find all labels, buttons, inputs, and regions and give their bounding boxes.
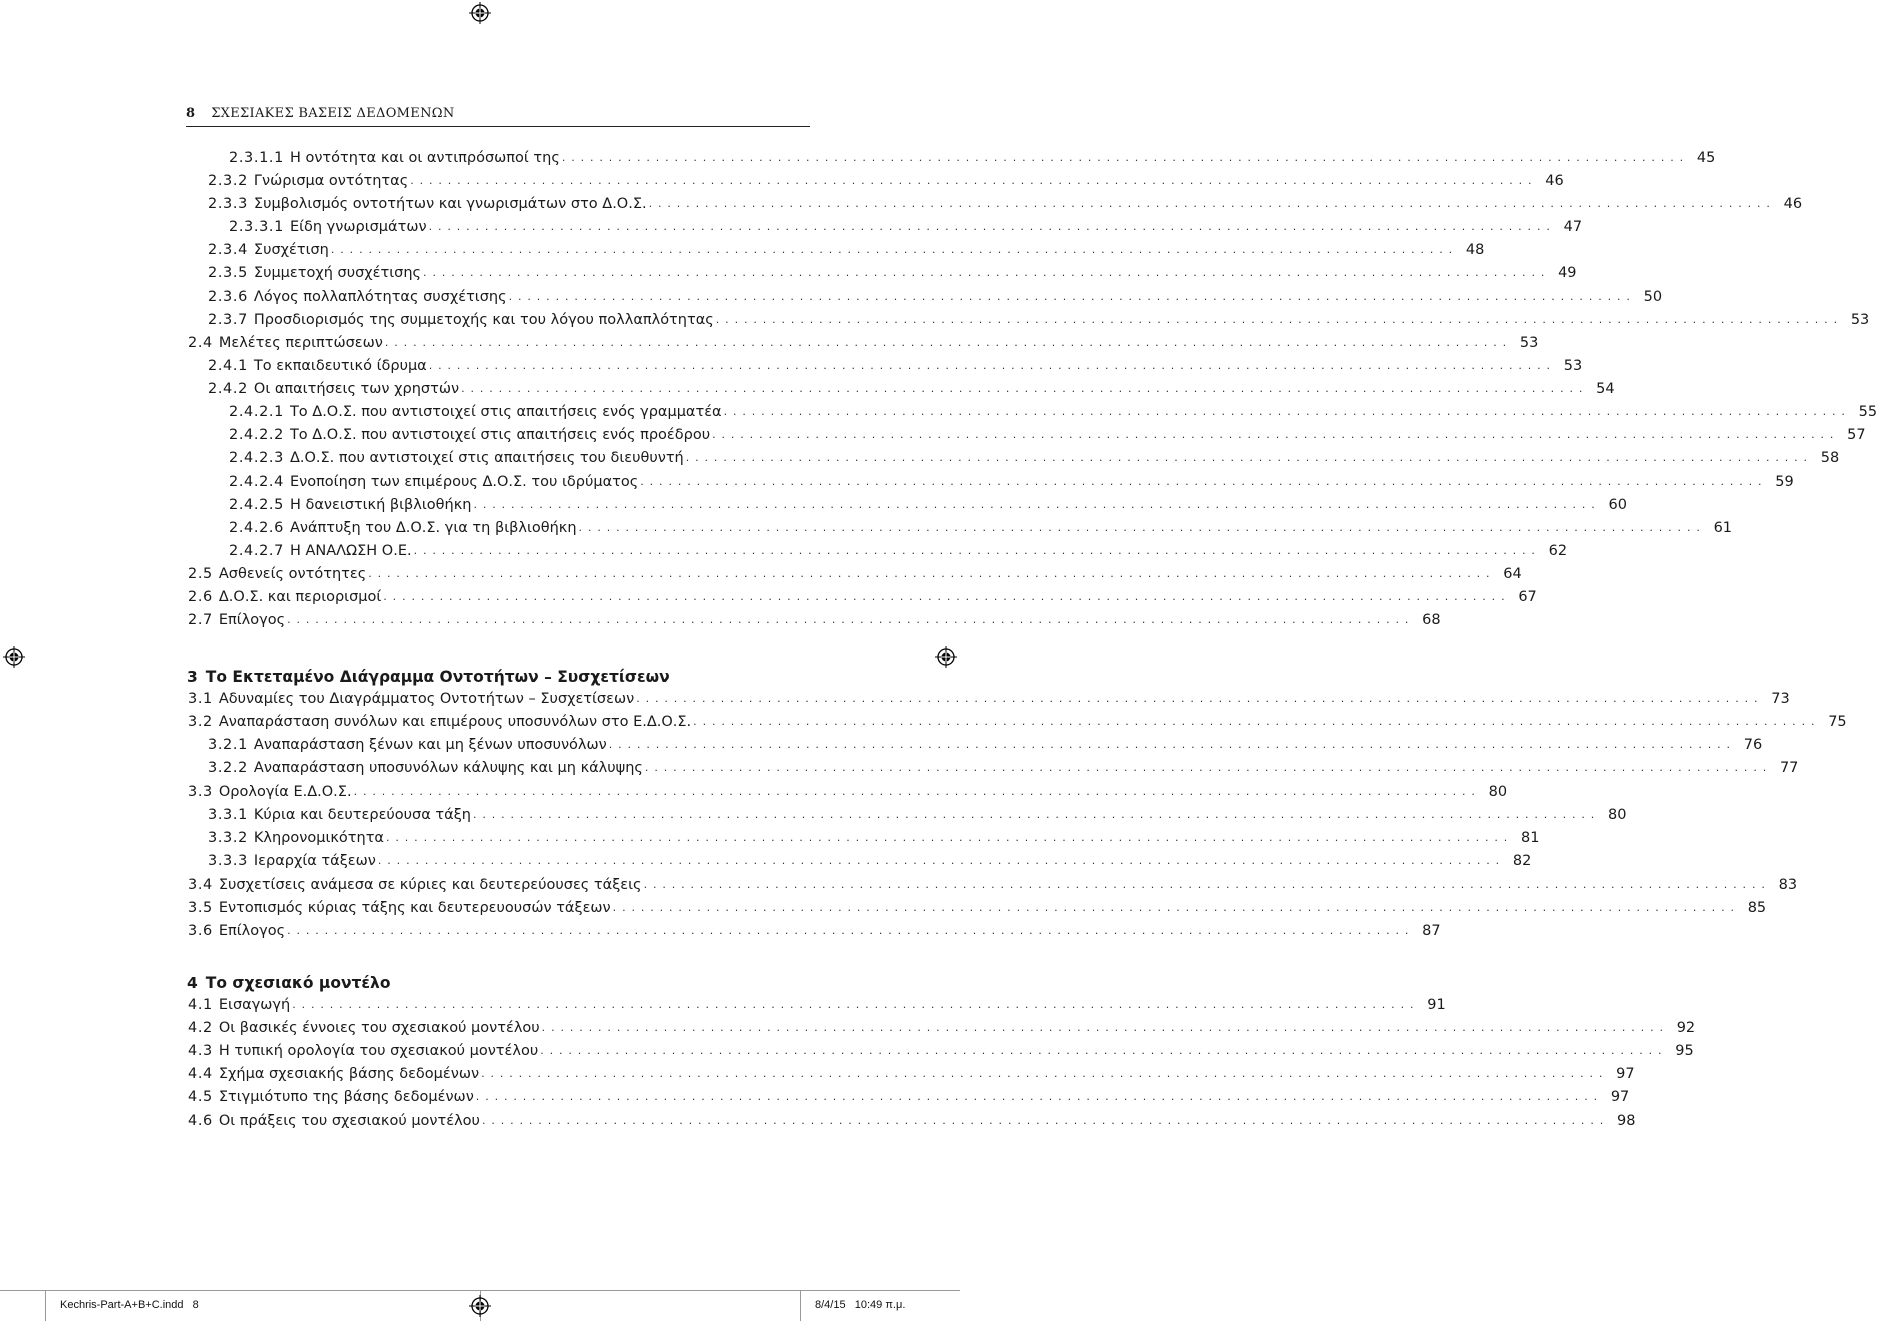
- toc-entry-number: 2.4.2.4: [229, 474, 284, 490]
- toc-entry-number: 3.2: [188, 714, 213, 730]
- toc-entry[interactable]: [208, 239, 1485, 261]
- toc-entry-page: 75: [1828, 714, 1847, 730]
- dot-leader: . . . . . . . . . . . . . . . . . . . . . . . . . . . . . . . . . . . . . . . . . . . . . . . . . . . . . . . . . . . . . . . . . . . . . . . . . . . . . . . . . . . . . . . . . . . . . . . . . . . . . . . . . . . . . . . . . . . . . . . .: [481, 1114, 1605, 1127]
- toc-entry-title: Το Δ.Ο.Σ. που αντιστοιχεί στις απαιτήσεις ενός προέδρου: [289, 427, 711, 443]
- toc-entry-number: 2.4.1: [208, 358, 248, 374]
- toc-entry[interactable]: [188, 332, 1539, 354]
- toc-entry-page: 95: [1675, 1043, 1694, 1059]
- toc-entry[interactable]: [188, 1040, 1694, 1062]
- toc-entry-title: Λόγος πολλαπλότητας συσχέτισης: [253, 289, 507, 305]
- toc-entry-number: 2.4.2.6: [229, 520, 284, 536]
- dot-leader: . . . . . . . . . . . . . . . . . . . . . . . . . . . . . . . . . . . . . . . . . . . . . . . . . . . . . . . . . . . . . . . . . . . . . . . . . . . . . . . . . . . . . . . . . . . . . . . . . . . . . . . . . . . . . . . . . . . . . . . .: [712, 428, 1835, 441]
- toc-entry-number: 2.3.2: [208, 173, 248, 189]
- toc-entry-page: 68: [1422, 612, 1441, 628]
- toc-entry-title: Η ΑΝΑΛΩΣΗ Ο.Ε.: [289, 543, 412, 559]
- toc-entry-number: 3.5: [188, 900, 213, 916]
- toc-entry-page: 73: [1771, 691, 1790, 707]
- toc-entry[interactable]: [208, 355, 1583, 377]
- dot-leader: . . . . . . . . . . . . . . . . . . . . . . . . . . . . . . . . . . . . . . . . . . . . . . . . . . . . . . . . . . . . . . . . . . . . . . . . . . . . . . . . . . . . . . . . . . . . . . . . . . . . . . . . . . . . . . . . . . . . . . . .: [541, 1021, 1665, 1034]
- toc-entry-title: Αναπαράσταση συνόλων και επιμέρους υποσυνόλων στο Ε.Δ.Ο.Σ.: [218, 714, 692, 730]
- toc-entry[interactable]: [188, 586, 1537, 608]
- dot-leader: . . . . . . . . . . . . . . . . . . . . . . . . . . . . . . . . . . . . . . . . . . . . . . . . . . . . . . . . . . . . . . . . . . . . . . . . . . . . . . . . . . . . . . . . . . . . . . . . . . . . . . . . . . . . . . . . . . . . . . . .: [287, 613, 1410, 626]
- toc-entry-page: 50: [1643, 289, 1663, 305]
- toc-entry-title: Η τυπική ορολογία του σχεσιακού μοντέλου: [218, 1043, 539, 1059]
- toc-entry-title: Γνώρισμα οντότητας: [253, 173, 409, 189]
- toc-entry[interactable]: [229, 494, 1627, 516]
- dot-leader: . . . . . . . . . . . . . . . . . . . . . . . . . . . . . . . . . . . . . . . . . . . . . . . . . . . . . . . . . . . . . . . . . . . . . . . . . . . . . . . . . . . . . . . . . . . . . . . . . . . . . . . . . . . . . . . . . . . . . . . .: [472, 808, 1596, 821]
- toc-entry-page: 80: [1488, 784, 1508, 800]
- dot-leader: . . . . . . . . . . . . . . . . . . . . . . . . . . . . . . . . . . . . . . . . . . . . . . . . . . . . . . . . . . . . . . . . . . . . . . . . . . . . . . . . . . . . . . . . . . . . . . . . . . . . . . . . . . . . . . . . . . . . . . . .: [330, 243, 1454, 256]
- toc-entry[interactable]: [188, 609, 1441, 631]
- toc-entry-number: 3.3.2: [208, 830, 248, 846]
- toc-entry-number: 4.3: [188, 1043, 213, 1059]
- dot-leader: . . . . . . . . . . . . . . . . . . . . . . . . . . . . . . . . . . . . . . . . . . . . . . . . . . . . . . . . . . . . . . . . . . . . . . . . . . . . . . . . . . . . . . . . . . . . . . . . . . . . . . . . . . . . . . . . . . . . . . . .: [428, 220, 1552, 233]
- toc-entry-number: 4.2: [188, 1020, 213, 1036]
- toc-entry-page: 53: [1519, 335, 1539, 351]
- toc-entry-number: 2.4.2.5: [229, 497, 284, 513]
- toc-entry-number: 2.4: [188, 335, 213, 351]
- dot-leader: . . . . . . . . . . . . . . . . . . . . . . . . . . . . . . . . . . . . . . . . . . . . . . . . . . . . . . . . . . . . . . . . . . . . . . . . . . . . . . . . . . . . . . . . . . . . . . . . . . . . . . . . . . . . . . . . . . . . . . . .: [386, 831, 1509, 844]
- toc-entry-title: Οι απαιτήσεις των χρηστών: [253, 381, 460, 397]
- toc-entry-page: 45: [1696, 150, 1716, 166]
- toc-entry-title: Το Δ.Ο.Σ. που αντιστοιχεί στις απαιτήσεις ενός γραμματέα: [289, 404, 722, 420]
- toc-entry[interactable]: [188, 1086, 1630, 1108]
- toc-entry-number: 3.3: [188, 784, 213, 800]
- toc-entry-number: 2.3.5: [208, 265, 248, 281]
- toc-entry-page: 83: [1778, 877, 1798, 893]
- toc-entry-title: Μελέτες περιπτώσεων: [218, 335, 383, 351]
- toc-entry-number: 2.4.2.3: [229, 450, 284, 466]
- toc-entry[interactable]: [188, 563, 1522, 585]
- dot-leader: . . . . . . . . . . . . . . . . . . . . . . . . . . . . . . . . . . . . . . . . . . . . . . . . . . . . . . . . . . . . . . . . . . . . . . . . . . . . . . . . . . . . . . . . . . . . . . . . . . . . . . . . . . . . . . . . . . . . . . . .: [461, 382, 1584, 395]
- toc-entry-number: 2.7: [188, 612, 213, 628]
- toc-entry-number: 2.3.6: [208, 289, 248, 305]
- dot-leader: . . . . . . . . . . . . . . . . . . . . . . . . . . . . . . . . . . . . . . . . . . . . . . . . . . . . . . . . . . . . . . . . . . . . . . . . . . . . . . . . . . . . . . . . . . . . . . . . . . . . . . . . . . . . . . . . . . . . . . . .: [723, 405, 1847, 418]
- toc-entry-title: Οι πράξεις του σχεσιακού μοντέλου: [218, 1113, 480, 1129]
- registration-mark-icon: [469, 1295, 491, 1317]
- toc-entry-number: 2.3.7: [208, 312, 248, 328]
- toc-entry-number: 3.1: [188, 691, 213, 707]
- toc-entry[interactable]: [229, 540, 1568, 562]
- toc-entry-page: 57: [1847, 427, 1866, 443]
- toc-entry[interactable]: [188, 874, 1798, 896]
- chapter-heading: 4 Το σχεσιακό μοντέλο: [187, 974, 391, 992]
- toc-entry-number: 2.3.3.1: [229, 219, 284, 235]
- toc-entry-page: 47: [1563, 219, 1583, 235]
- toc-entry-page: 60: [1608, 497, 1627, 513]
- toc-entry[interactable]: [229, 147, 1716, 169]
- toc-entry[interactable]: [208, 734, 1763, 756]
- toc-entry-title: Η δανειστική βιβλιοθήκη: [289, 497, 472, 513]
- toc-entry-page: 87: [1422, 923, 1441, 939]
- toc-entry-number: 2.3.3: [208, 196, 248, 212]
- dot-leader: . . . . . . . . . . . . . . . . . . . . . . . . . . . . . . . . . . . . . . . . . . . . . . . . . . . . . . . . . . . . . . . . . . . . . . . . . . . . . . . . . . . . . . . . . . . . . . . . . . . . . . . . . . . . . . . . . . . . . . . .: [685, 451, 1809, 464]
- toc-entry-page: 97: [1616, 1066, 1635, 1082]
- dot-leader: . . . . . . . . . . . . . . . . . . . . . . . . . . . . . . . . . . . . . . . . . . . . . . . . . . . . . . . . . . . . . . . . . . . . . . . . . . . . . . . . . . . . . . . . . . . . . . . . . . . . . . . . . . . . . . . . . . . . . . . .: [423, 266, 1546, 279]
- toc-entry[interactable]: [208, 850, 1532, 872]
- toc-entry-title: Το εκπαιδευτικό ίδρυμα: [253, 358, 427, 374]
- toc-entry-page: 77: [1779, 760, 1799, 776]
- footer-datetime: 8/4/15 10:49 π.μ.: [815, 1299, 906, 1311]
- toc-entry-number: 2.4.2.7: [229, 543, 284, 559]
- toc-entry-page: 80: [1608, 807, 1627, 823]
- toc-entry[interactable]: [229, 401, 1877, 423]
- toc-entry[interactable]: [208, 827, 1540, 849]
- dot-leader: . . . . . . . . . . . . . . . . . . . . . . . . . . . . . . . . . . . . . . . . . . . . . . . . . . . . . . . . . . . . . . . . . . . . . . . . . . . . . . . . . . . . . . . . . . . . . . . . . . . . . . . . . . . . . . . . . . . . . . . .: [473, 498, 1596, 511]
- dot-leader: . . . . . . . . . . . . . . . . . . . . . . . . . . . . . . . . . . . . . . . . . . . . . . . . . . . . . . . . . . . . . . . . . . . . . . . . . . . . . . . . . . . . . . . . . . . . . . . . . . . . . . . . . . . . . . . . . . . . . . . .: [292, 998, 1415, 1011]
- toc-entry-title: Οι βασικές έννοιες του σχεσιακού μοντέλου: [218, 1020, 540, 1036]
- toc-entry[interactable]: [188, 994, 1446, 1016]
- toc-entry-page: 62: [1548, 543, 1568, 559]
- toc-entry-title: Δ.Ο.Σ. και περιορισμοί: [218, 589, 382, 605]
- dot-leader: . . . . . . . . . . . . . . . . . . . . . . . . . . . . . . . . . . . . . . . . . . . . . . . . . . . . . . . . . . . . . . . . . . . . . . . . . . . . . . . . . . . . . . . . . . . . . . . . . . . . . . . . . . . . . . . . . . . . . . . .: [540, 1044, 1663, 1057]
- toc-entry-page: 53: [1563, 358, 1583, 374]
- dot-leader: . . . . . . . . . . . . . . . . . . . . . . . . . . . . . . . . . . . . . . . . . . . . . . . . . . . . . . . . . . . . . . . . . . . . . . . . . . . . . . . . . . . . . . . . . . . . . . . . . . . . . . . . . . . . . . . . . . . . . . . .: [413, 544, 1537, 557]
- toc-entry[interactable]: [208, 170, 1564, 192]
- toc-entry-number: 4.5: [188, 1089, 213, 1105]
- toc-entry-title: Αναπαράσταση ξένων και μη ξένων υποσυνόλων: [253, 737, 607, 753]
- toc-entry[interactable]: [208, 378, 1615, 400]
- toc-entry-number: 4.1: [188, 997, 213, 1013]
- toc-entry[interactable]: [188, 688, 1790, 710]
- toc-entry-page: 98: [1616, 1113, 1636, 1129]
- toc-entry-title: Ενοποίηση των επιμέρους Δ.Ο.Σ. του ιδρύματος: [289, 474, 639, 490]
- toc-entry-page: 81: [1521, 830, 1540, 846]
- running-title: ΣΧΕΣΙΑΚΕΣ ΒΑΣΕΙΣ ΔΕΔΟΜΕΝΩΝ: [211, 106, 455, 121]
- toc-entry-page: 64: [1503, 566, 1522, 582]
- toc-entry-number: 3.2.2: [208, 760, 248, 776]
- toc-entry-number: 2.4.2: [208, 381, 248, 397]
- registration-mark-icon: [935, 646, 957, 668]
- toc-entry-title: Κύρια και δευτερεύουσα τάξη: [253, 807, 471, 823]
- toc-entry-title: Προσδιορισμός της συμμετοχής και του λόγου πολλαπλότητας: [253, 312, 714, 328]
- toc-entry[interactable]: [188, 1063, 1635, 1085]
- toc-entry-number: 3.4: [188, 877, 213, 893]
- dot-leader: . . . . . . . . . . . . . . . . . . . . . . . . . . . . . . . . . . . . . . . . . . . . . . . . . . . . . . . . . . . . . . . . . . . . . . . . . . . . . . . . . . . . . . . . . . . . . . . . . . . . . . . . . . . . . . . . . . . . . . . .: [612, 901, 1736, 914]
- toc-entry[interactable]: [188, 920, 1441, 942]
- toc-entry-title: Δ.Ο.Σ. που αντιστοιχεί στις απαιτήσεις του διευθυντή: [289, 450, 684, 466]
- toc-entry-title: Εισαγωγή: [218, 997, 291, 1013]
- registration-mark-icon: [3, 646, 25, 668]
- toc-entry[interactable]: [208, 193, 1803, 215]
- toc-entry-title: Κληρονομικότητα: [253, 830, 384, 846]
- toc-entry[interactable]: [188, 897, 1767, 919]
- toc-entry-number: 3.3.1: [208, 807, 248, 823]
- toc-entry[interactable]: [188, 1017, 1696, 1039]
- dot-leader: . . . . . . . . . . . . . . . . . . . . . . . . . . . . . . . . . . . . . . . . . . . . . . . . . . . . . . . . . . . . . . . . . . . . . . . . . . . . . . . . . . . . . . . . . . . . . . . . . . . . . . . . . . . . . . . . . . . . . . . .: [644, 761, 1768, 774]
- dot-leader: . . . . . . . . . . . . . . . . . . . . . . . . . . . . . . . . . . . . . . . . . . . . . . . . . . . . . . . . . . . . . . . . . . . . . . . . . . . . . . . . . . . . . . . . . . . . . . . . . . . . . . . . . . . . . . . . . . . . . . . .: [384, 336, 1508, 349]
- dot-leader: . . . . . . . . . . . . . . . . . . . . . . . . . . . . . . . . . . . . . . . . . . . . . . . . . . . . . . . . . . . . . . . . . . . . . . . . . . . . . . . . . . . . . . . . . . . . . . . . . . . . . . . . . . . . . . . . . . . . . . . .: [643, 878, 1767, 891]
- toc-entry-title: Στιγμιότυπο της βάσης δεδομένων: [218, 1089, 474, 1105]
- toc-entry-title: Ασθενείς οντότητες: [218, 566, 367, 582]
- dot-leader: . . . . . . . . . . . . . . . . . . . . . . . . . . . . . . . . . . . . . . . . . . . . . . . . . . . . . . . . . . . . . . . . . . . . . . . . . . . . . . . . . . . . . . . . . . . . . . . . . . . . . . . . . . . . . . . . . . . . . . . .: [693, 715, 1816, 728]
- chapter-heading: 3 Το Εκτεταμένο Διάγραμμα Οντοτήτων – Συσχετίσεων: [187, 668, 670, 686]
- toc-entry-page: 61: [1713, 520, 1733, 536]
- toc-entry-number: 2.4.2.1: [229, 404, 284, 420]
- toc-entry-title: Εντοπισμός κύριας τάξης και δευτερευουσών τάξεων: [218, 900, 611, 916]
- toc-entry-page: 49: [1558, 265, 1577, 281]
- toc-entry-title: Επίλογος: [218, 923, 286, 939]
- toc-entry-title: Ορολογία Ε.Δ.Ο.Σ.: [218, 784, 352, 800]
- page-number: 8: [186, 106, 196, 121]
- toc-entry-title: Ανάπτυξη του Δ.Ο.Σ. για τη βιβλιοθήκη: [289, 520, 577, 536]
- dot-leader: . . . . . . . . . . . . . . . . . . . . . . . . . . . . . . . . . . . . . . . . . . . . . . . . . . . . . . . . . . . . . . . . . . . . . . . . . . . . . . . . . . . . . . . . . . . . . . . . . . . . . . . . . . . . . . . . . . . . . . . .: [481, 1067, 1604, 1080]
- toc-entry-page: 85: [1747, 900, 1767, 916]
- dot-leader: . . . . . . . . . . . . . . . . . . . . . . . . . . . . . . . . . . . . . . . . . . . . . . . . . . . . . . . . . . . . . . . . . . . . . . . . . . . . . . . . . . . . . . . . . . . . . . . . . . . . . . . . . . . . . . . . . . . . . . . .: [410, 174, 1533, 187]
- dot-leader: . . . . . . . . . . . . . . . . . . . . . . . . . . . . . . . . . . . . . . . . . . . . . . . . . . . . . . . . . . . . . . . . . . . . . . . . . . . . . . . . . . . . . . . . . . . . . . . . . . . . . . . . . . . . . . . . . . . . . . . .: [561, 151, 1685, 164]
- toc-entry-title: Σχήμα σχεσιακής βάσης δεδομένων: [218, 1066, 480, 1082]
- dot-leader: . . . . . . . . . . . . . . . . . . . . . . . . . . . . . . . . . . . . . . . . . . . . . . . . . . . . . . . . . . . . . . . . . . . . . . . . . . . . . . . . . . . . . . . . . . . . . . . . . . . . . . . . . . . . . . . . . . . . . . . .: [353, 785, 1477, 798]
- toc-entry[interactable]: [208, 309, 1870, 331]
- toc-entry-title: Αναπαράσταση υποσυνόλων κάλυψης και μη κάλυψης: [253, 760, 643, 776]
- toc-entry-page: 48: [1465, 242, 1485, 258]
- dot-leader: . . . . . . . . . . . . . . . . . . . . . . . . . . . . . . . . . . . . . . . . . . . . . . . . . . . . . . . . . . . . . . . . . . . . . . . . . . . . . . . . . . . . . . . . . . . . . . . . . . . . . . . . . . . . . . . . . . . . . . . .: [648, 197, 1772, 210]
- toc-entry[interactable]: [229, 517, 1733, 539]
- toc-entry-title: Αδυναμίες του Διαγράμματος Οντοτήτων – Συσχετίσεων: [218, 691, 635, 707]
- toc-entry-number: 2.4.2.2: [229, 427, 284, 443]
- toc-entry-title: Συσχετίσεις ανάμεσα σε κύριες και δευτερεύουσες τάξεις: [218, 877, 642, 893]
- toc-entry[interactable]: [208, 262, 1577, 284]
- toc-entry-title: Συσχέτιση: [253, 242, 329, 258]
- toc-entry[interactable]: [229, 424, 1866, 446]
- toc-entry[interactable]: [208, 804, 1627, 826]
- toc-entry[interactable]: [188, 781, 1508, 803]
- toc-entry-number: 4.4: [188, 1066, 213, 1082]
- toc-entry-page: 58: [1820, 450, 1840, 466]
- dot-leader: . . . . . . . . . . . . . . . . . . . . . . . . . . . . . . . . . . . . . . . . . . . . . . . . . . . . . . . . . . . . . . . . . . . . . . . . . . . . . . . . . . . . . . . . . . . . . . . . . . . . . . . . . . . . . . . . . . . . . . . .: [508, 290, 1632, 303]
- toc-entry-number: 3.3.3: [208, 853, 248, 869]
- toc-entry-number: 2.3.4: [208, 242, 248, 258]
- dot-leader: . . . . . . . . . . . . . . . . . . . . . . . . . . . . . . . . . . . . . . . . . . . . . . . . . . . . . . . . . . . . . . . . . . . . . . . . . . . . . . . . . . . . . . . . . . . . . . . . . . . . . . . . . . . . . . . . . . . . . . . .: [368, 567, 1491, 580]
- toc-entry-number: 3.6: [188, 923, 213, 939]
- toc-entry-title: Συμμετοχή συσχέτισης: [253, 265, 422, 281]
- toc-entry-title: Ιεραρχία τάξεων: [253, 853, 376, 869]
- toc-entry[interactable]: [229, 471, 1794, 493]
- dot-leader: . . . . . . . . . . . . . . . . . . . . . . . . . . . . . . . . . . . . . . . . . . . . . . . . . . . . . . . . . . . . . . . . . . . . . . . . . . . . . . . . . . . . . . . . . . . . . . . . . . . . . . . . . . . . . . . . . . . . . . . .: [377, 854, 1501, 867]
- dot-leader: . . . . . . . . . . . . . . . . . . . . . . . . . . . . . . . . . . . . . . . . . . . . . . . . . . . . . . . . . . . . . . . . . . . . . . . . . . . . . . . . . . . . . . . . . . . . . . . . . . . . . . . . . . . . . . . . . . . . . . . .: [428, 359, 1552, 372]
- dot-leader: . . . . . . . . . . . . . . . . . . . . . . . . . . . . . . . . . . . . . . . . . . . . . . . . . . . . . . . . . . . . . . . . . . . . . . . . . . . . . . . . . . . . . . . . . . . . . . . . . . . . . . . . . . . . . . . . . . . . . . . .: [608, 738, 1732, 751]
- toc-entry-page: 59: [1775, 474, 1794, 490]
- toc-entry-title: Είδη γνωρισμάτων: [289, 219, 427, 235]
- dot-leader: . . . . . . . . . . . . . . . . . . . . . . . . . . . . . . . . . . . . . . . . . . . . . . . . . . . . . . . . . . . . . . . . . . . . . . . . . . . . . . . . . . . . . . . . . . . . . . . . . . . . . . . . . . . . . . . . . . . . . . . .: [287, 924, 1410, 937]
- toc-entry-title: Επίλογος: [218, 612, 286, 628]
- toc-entry-number: 2.5: [188, 566, 213, 582]
- toc-entry[interactable]: [229, 447, 1840, 469]
- toc-entry-number: 2.3.1.1: [229, 150, 284, 166]
- toc-entry-number: 4.6: [188, 1113, 213, 1129]
- toc-entry[interactable]: [208, 286, 1663, 308]
- dot-leader: . . . . . . . . . . . . . . . . . . . . . . . . . . . . . . . . . . . . . . . . . . . . . . . . . . . . . . . . . . . . . . . . . . . . . . . . . . . . . . . . . . . . . . . . . . . . . . . . . . . . . . . . . . . . . . . . . . . . . . . .: [578, 521, 1702, 534]
- toc-entry-page: 46: [1783, 196, 1803, 212]
- toc-entry[interactable]: [188, 711, 1847, 733]
- print-footer: [0, 1290, 960, 1321]
- toc-entry-page: 97: [1610, 1089, 1630, 1105]
- toc-entry-title: Η οντότητα και οι αντιπρόσωποί της: [289, 150, 560, 166]
- registration-mark-icon: [469, 2, 491, 24]
- toc-entry-page: 91: [1427, 997, 1446, 1013]
- toc-entry-page: 53: [1850, 312, 1870, 328]
- toc-entry-page: 55: [1858, 404, 1877, 420]
- toc-entry[interactable]: [229, 216, 1583, 238]
- dot-leader: . . . . . . . . . . . . . . . . . . . . . . . . . . . . . . . . . . . . . . . . . . . . . . . . . . . . . . . . . . . . . . . . . . . . . . . . . . . . . . . . . . . . . . . . . . . . . . . . . . . . . . . . . . . . . . . . . . . . . . . .: [475, 1090, 1599, 1103]
- toc-entry-page: 82: [1512, 853, 1532, 869]
- toc-entry-page: 67: [1518, 589, 1537, 605]
- dot-leader: . . . . . . . . . . . . . . . . . . . . . . . . . . . . . . . . . . . . . . . . . . . . . . . . . . . . . . . . . . . . . . . . . . . . . . . . . . . . . . . . . . . . . . . . . . . . . . . . . . . . . . . . . . . . . . . . . . . . . . . .: [715, 313, 1839, 326]
- toc-entry-page: 76: [1743, 737, 1763, 753]
- toc-entry-page: 54: [1596, 381, 1615, 397]
- toc-entry[interactable]: [188, 1110, 1636, 1132]
- dot-leader: . . . . . . . . . . . . . . . . . . . . . . . . . . . . . . . . . . . . . . . . . . . . . . . . . . . . . . . . . . . . . . . . . . . . . . . . . . . . . . . . . . . . . . . . . . . . . . . . . . . . . . . . . . . . . . . . . . . . . . . .: [383, 590, 1506, 603]
- toc-entry-page: 46: [1545, 173, 1564, 189]
- toc-entry-number: 2.6: [188, 589, 213, 605]
- toc-entry[interactable]: [208, 757, 1799, 779]
- dot-leader: . . . . . . . . . . . . . . . . . . . . . . . . . . . . . . . . . . . . . . . . . . . . . . . . . . . . . . . . . . . . . . . . . . . . . . . . . . . . . . . . . . . . . . . . . . . . . . . . . . . . . . . . . . . . . . . . . . . . . . . .: [636, 692, 1759, 705]
- toc-entry-page: 92: [1676, 1020, 1696, 1036]
- running-header: [186, 106, 810, 127]
- footer-filename: Kechris-Part-A+B+C.indd 8: [60, 1299, 199, 1311]
- toc-entry-title: Συμβολισμός οντοτήτων και γνωρισμάτων στο Δ.Ο.Σ.: [253, 196, 647, 212]
- dot-leader: . . . . . . . . . . . . . . . . . . . . . . . . . . . . . . . . . . . . . . . . . . . . . . . . . . . . . . . . . . . . . . . . . . . . . . . . . . . . . . . . . . . . . . . . . . . . . . . . . . . . . . . . . . . . . . . . . . . . . . . .: [640, 475, 1763, 488]
- toc-entry-number: 3.2.1: [208, 737, 248, 753]
